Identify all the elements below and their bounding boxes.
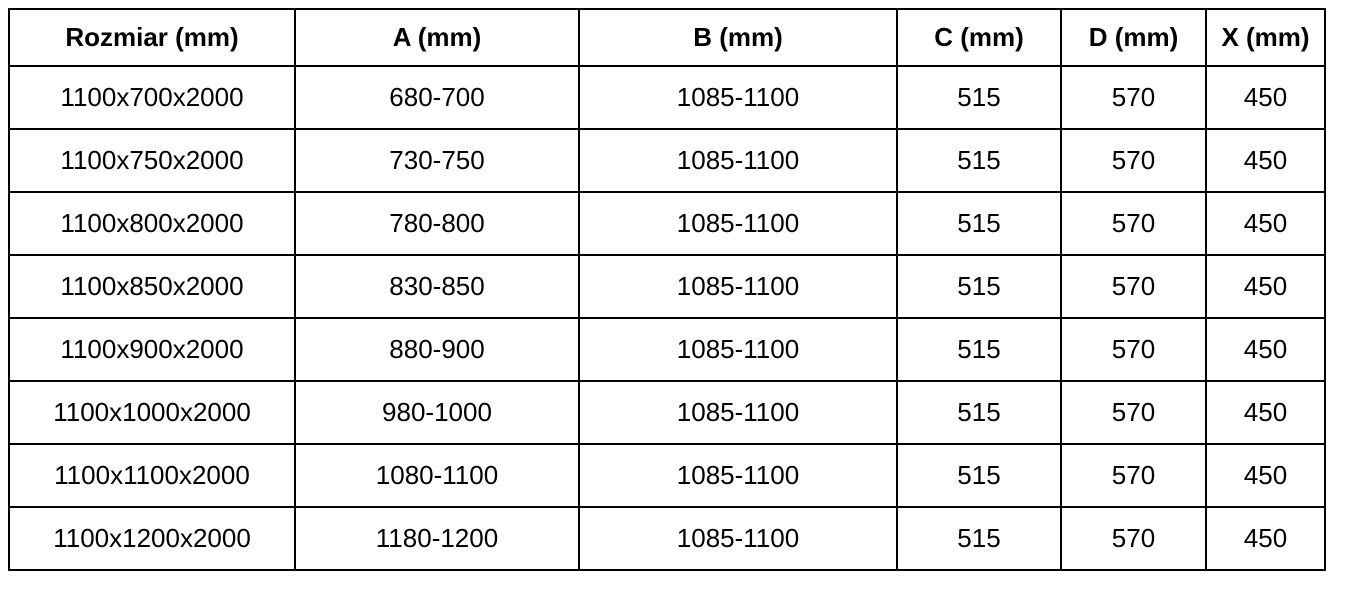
table-cell: 1100x700x2000: [9, 66, 295, 129]
column-header-5: D (mm): [1061, 9, 1206, 66]
table-cell: 1085-1100: [579, 129, 897, 192]
column-header-4: C (mm): [897, 9, 1061, 66]
table-cell: 570: [1061, 318, 1206, 381]
table-cell: 1085-1100: [579, 192, 897, 255]
table-cell: 1085-1100: [579, 381, 897, 444]
column-header-6: X (mm): [1206, 9, 1325, 66]
table-cell: 1085-1100: [579, 318, 897, 381]
table-body: [9, 66, 1325, 570]
table-row: [9, 66, 1325, 129]
table-cell: 450: [1206, 129, 1325, 192]
table-cell: 515: [897, 255, 1061, 318]
table-cell: 1100x1100x2000: [9, 444, 295, 507]
table-cell: 450: [1206, 192, 1325, 255]
table-row: [9, 507, 1325, 570]
table-cell: 570: [1061, 255, 1206, 318]
table-cell: 830-850: [295, 255, 579, 318]
table-row: [9, 192, 1325, 255]
table-cell: 1100x750x2000: [9, 129, 295, 192]
column-header-3: B (mm): [579, 9, 897, 66]
table-cell: 1100x850x2000: [9, 255, 295, 318]
table-row: [9, 444, 1325, 507]
table-cell: 680-700: [295, 66, 579, 129]
table-cell: 570: [1061, 192, 1206, 255]
table-cell: 780-800: [295, 192, 579, 255]
table-cell: 1080-1100: [295, 444, 579, 507]
table-cell: 515: [897, 381, 1061, 444]
table-row: [9, 318, 1325, 381]
table-cell: 1085-1100: [579, 444, 897, 507]
table-cell: 570: [1061, 444, 1206, 507]
table-cell: 980-1000: [295, 381, 579, 444]
table-row: [9, 255, 1325, 318]
table-cell: 515: [897, 444, 1061, 507]
table-cell: 730-750: [295, 129, 579, 192]
table-cell: 1100x1200x2000: [9, 507, 295, 570]
table-cell: 515: [897, 192, 1061, 255]
table-cell: 1100x800x2000: [9, 192, 295, 255]
table-row: [9, 381, 1325, 444]
table-cell: 515: [897, 318, 1061, 381]
table-cell: 450: [1206, 318, 1325, 381]
header-row: [9, 9, 1325, 66]
table-cell: 570: [1061, 66, 1206, 129]
table-cell: 450: [1206, 507, 1325, 570]
table-cell: 1085-1100: [579, 255, 897, 318]
table-cell: 570: [1061, 381, 1206, 444]
table-row: [9, 129, 1325, 192]
table-cell: 450: [1206, 66, 1325, 129]
table-cell: 1100x900x2000: [9, 318, 295, 381]
size-table: [8, 8, 1326, 571]
table-cell: 450: [1206, 255, 1325, 318]
table-cell: 1085-1100: [579, 66, 897, 129]
table-header: [9, 9, 1325, 66]
table-cell: 1100x1000x2000: [9, 381, 295, 444]
table-cell: 570: [1061, 507, 1206, 570]
table-cell: 450: [1206, 444, 1325, 507]
column-header-1: Rozmiar (mm): [9, 9, 295, 66]
table-cell: 450: [1206, 381, 1325, 444]
table-cell: 515: [897, 129, 1061, 192]
table-cell: 880-900: [295, 318, 579, 381]
table-cell: 515: [897, 66, 1061, 129]
table-cell: 570: [1061, 129, 1206, 192]
table-cell: 515: [897, 507, 1061, 570]
table-cell: 1085-1100: [579, 507, 897, 570]
column-header-2: A (mm): [295, 9, 579, 66]
table-cell: 1180-1200: [295, 507, 579, 570]
